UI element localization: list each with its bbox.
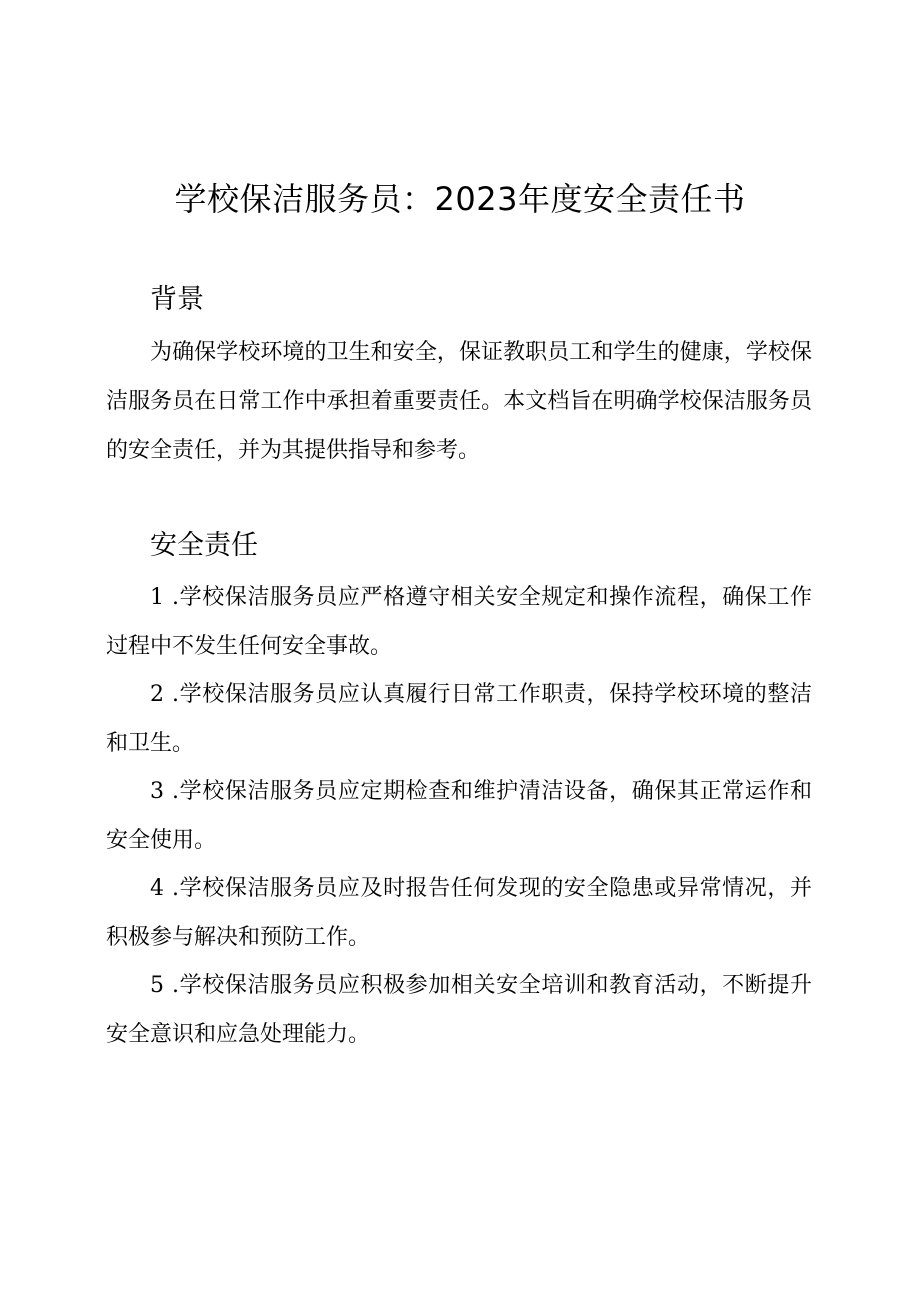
list-item-text: .学校保洁服务员应认真履行日常工作职责，保持学校环境的整洁和卫生。	[106, 682, 812, 756]
list-item	[106, 961, 812, 1059]
list-item-number: 2	[150, 682, 164, 707]
section-heading-background: 背景	[150, 284, 204, 315]
list-item-number: 5	[150, 973, 164, 998]
list-item-text: .学校保洁服务员应定期检查和维护清洁设备，确保其正常运作和安全使用。	[106, 779, 812, 853]
list-item	[106, 767, 812, 865]
list-item	[106, 573, 812, 671]
document-title: 学校保洁服务员：2023年度安全责任书	[174, 180, 746, 218]
list-item	[106, 864, 812, 962]
list-item	[106, 670, 812, 768]
list-item-number: 4	[150, 876, 164, 901]
section-heading-safety-responsibility: 安全责任	[150, 530, 258, 561]
background-paragraph: 为确保学校环境的卫生和安全，保证教职员工和学生的健康，学校保洁服务员在日常工作中承担着重要责任。本文档旨在明确学校保洁服务员的安全责任，并为其提供指导和参考。	[106, 340, 812, 463]
list-item-text: .学校保洁服务员应及时报告任何发现的安全隐患或异常情况，并积极参与解决和预防工作。	[106, 876, 812, 950]
list-item-text: .学校保洁服务员应积极参加相关安全培训和教育活动，不断提升安全意识和应急处理能力。	[106, 973, 812, 1047]
list-item-number: 1	[150, 585, 164, 610]
list-item-text: .学校保洁服务员应严格遵守相关安全规定和操作流程，确保工作过程中不发生任何安全事故。	[106, 585, 812, 659]
list-item-number: 3	[150, 779, 164, 804]
